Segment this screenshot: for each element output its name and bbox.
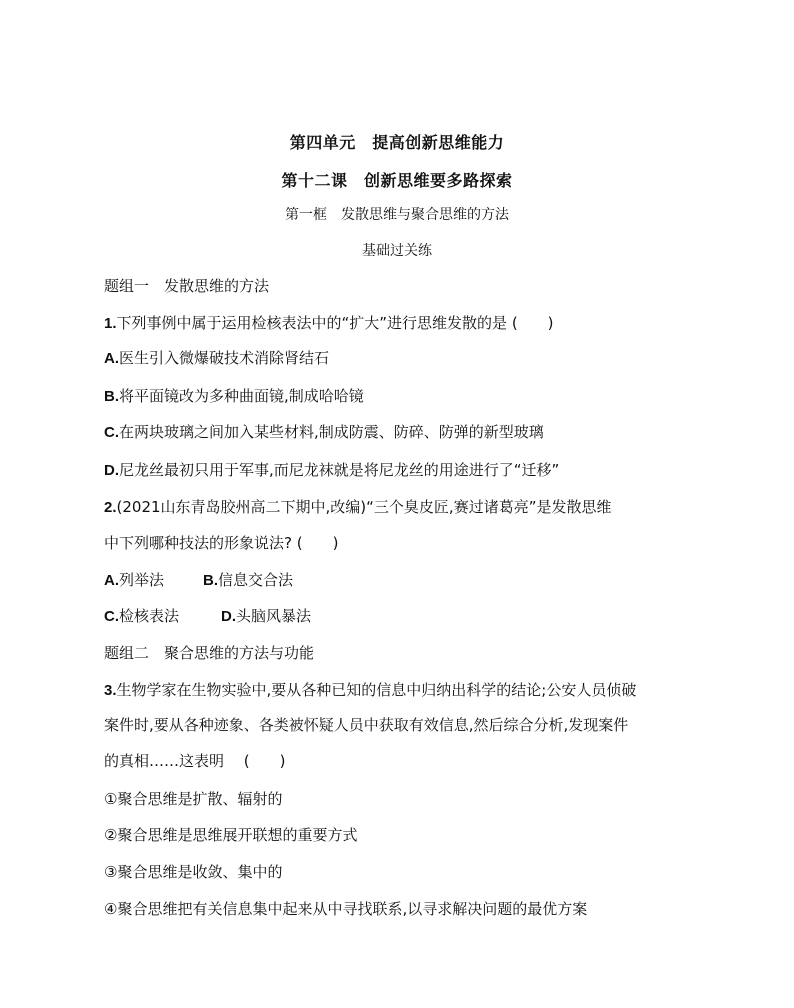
question-2-line2: 中下列哪种技法的形象说法? ( ) — [104, 534, 339, 552]
question-3-line2: 案件时,要从各种迹象、各类被怀疑人员中获取有效信息,然后综合分析,发现案件 — [104, 716, 629, 734]
question-2 — [104, 497, 611, 518]
lesson-title: 第十二课 创新思维要多路探索 — [281, 171, 513, 190]
option-d — [104, 460, 559, 481]
question-3-line3: 的真相……这表明 ( ) — [104, 752, 286, 770]
statement-3: ③聚合思维是收敛、集中的 — [104, 863, 283, 881]
unit-title: 第四单元 提高创新思维能力 — [289, 133, 505, 152]
option-letter: C. — [104, 424, 119, 441]
options-row-cd — [104, 606, 311, 627]
option-letter: B. — [203, 572, 218, 589]
option-text: 尼龙丝最初只用于军事,而尼龙袜就是将尼龙丝的用途进行了“迁移” — [119, 461, 560, 479]
option-text: 在两块玻璃之间加入某些材料,制成防震、防碎、防弹的新型玻璃 — [119, 423, 544, 441]
group2-title: 题组二 聚合思维的方法与功能 — [104, 644, 315, 662]
question-stem: 下列事例中属于运用检核表法中的“扩大”进行思维发散的是 ( ) — [116, 314, 554, 332]
option-b — [104, 386, 364, 407]
option-a — [104, 348, 329, 369]
question-1 — [104, 313, 554, 334]
statement-1: ①聚合思维是扩散、辐射的 — [104, 790, 283, 808]
option-letter: D. — [221, 608, 236, 625]
question-number: 2. — [104, 499, 117, 516]
option-letter: B. — [104, 388, 119, 405]
question-stem-line1: (2021山东青岛胶州高二下期中,改编)“三个臭皮匠,赛过诸葛亮”是发散思维 — [116, 498, 612, 516]
option-text: 信息交合法 — [218, 571, 294, 589]
option-letter: A. — [104, 572, 119, 589]
option-text: 将平面镜改为多种曲面镜,制成哈哈镜 — [119, 387, 364, 405]
question-number: 1. — [104, 315, 117, 332]
option-text: 列举法 — [119, 571, 165, 589]
exercise-title: 基础过关练 — [362, 243, 432, 259]
statement-2: ②聚合思维是思维展开联想的重要方式 — [104, 826, 358, 844]
statement-4: ④聚合思维把有关信息集中起来从中寻找联系,以寻求解决问题的最优方案 — [104, 900, 588, 918]
group1-title: 题组一 发散思维的方法 — [104, 277, 270, 295]
section-title: 第一框 发散思维与聚合思维的方法 — [285, 207, 509, 223]
option-text: 检核表法 — [119, 607, 180, 625]
question-number: 3. — [104, 682, 117, 699]
option-c — [104, 422, 544, 443]
option-text: 头脑风暴法 — [236, 607, 312, 625]
option-letter: D. — [104, 462, 119, 479]
options-row-ab — [104, 570, 293, 591]
question-3 — [104, 680, 636, 701]
question-stem-line1: 生物学家在生物实验中,要从各种已知的信息中归纳出科学的结论;公安人员侦破 — [116, 681, 637, 699]
option-letter: A. — [104, 350, 119, 367]
option-text: 医生引入微爆破技术消除肾结石 — [119, 349, 330, 367]
option-letter: C. — [104, 608, 119, 625]
